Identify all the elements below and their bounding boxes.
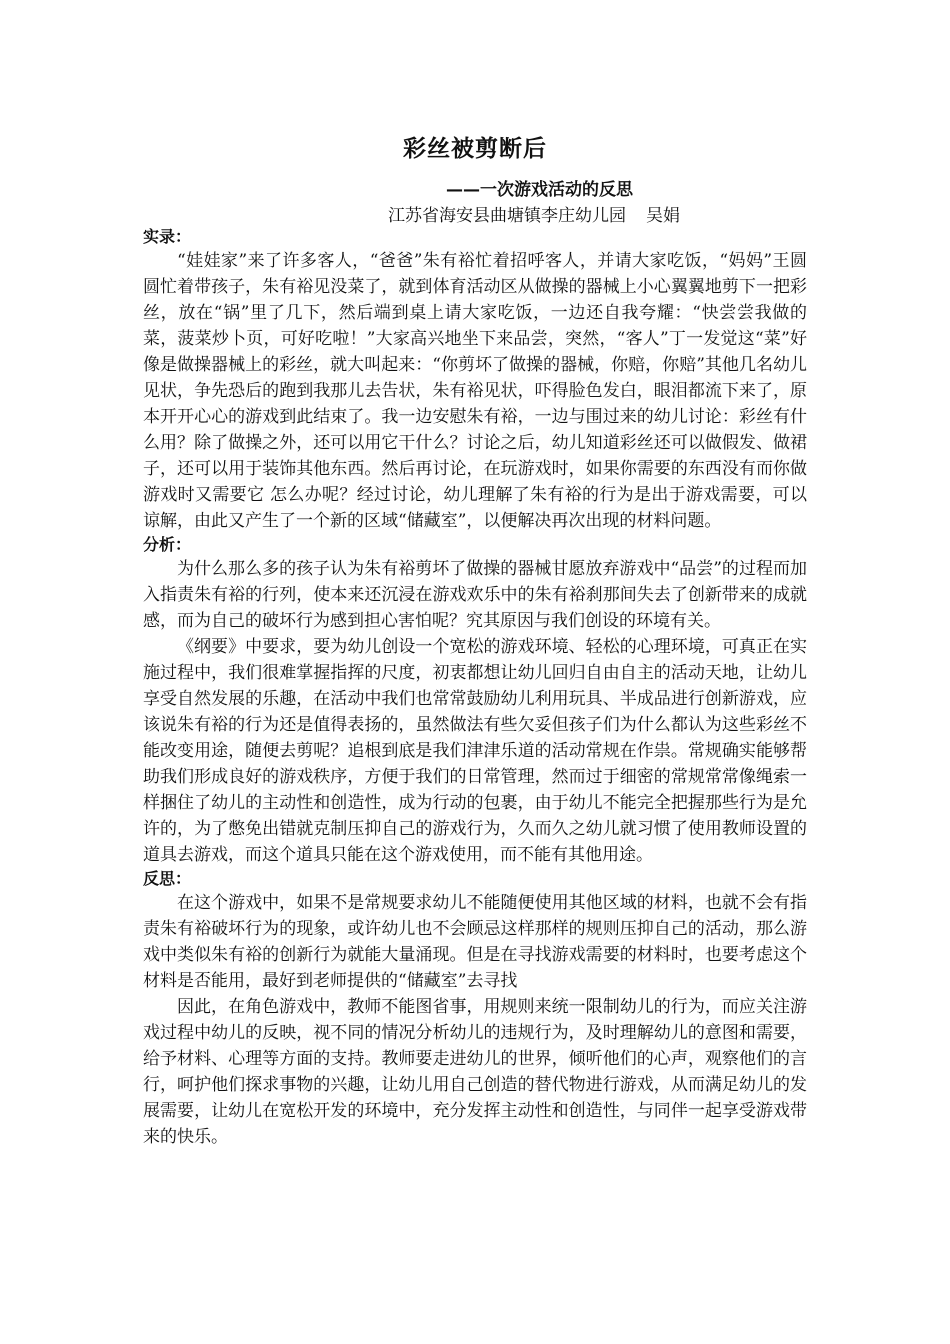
reflection-heading: 反思：	[143, 869, 192, 888]
document-body	[143, 226, 807, 1150]
reflection-paragraph-2: 因此，在角色游戏中，教师不能图省事，用规则来统一限制幼儿的行为，而应关注游戏过程中幼儿的反映，视不同的情况分析幼儿的违规行为，及时理解幼儿的意图和需要，给予材料、心理等方面的支持。教师要走进幼儿的世界，倾听他们的心声，观察他们的言行，呵护他们探求事物的兴趣，让幼儿用自己创造的替代物进行游戏，从而满足幼儿的发展需要，让幼儿在宽松开发的环境中，充分发挥主动性和创造性，与同伴一起享受游戏带来的快乐。	[143, 997, 807, 1147]
author-name: 吴娟	[646, 206, 680, 226]
analysis-heading: 分析：	[143, 535, 192, 554]
record-paragraph: “娃娃家”来了许多客人，“爸爸”朱有裕忙着招呼客人，并请大家吃饭，“妈妈”王圆圆忙着带孩子，朱有裕见没菜了，就到体育活动区从做操的器械上小心翼翼地剪下一把彩丝，放在“锅”里了几下，然后端到桌上请大家吃饭，一边还自我夸耀：“快尝尝我做的菜，菠菜炒卜页，可好吃啦！”大家高兴地坐下来品尝，突然，“客人”丁一发觉这“菜”好像是做操器械上的彩丝，就大叫起来：“你剪坏了做操的器械，你赔，你赔”其他几名幼儿见状，争先恐后的跑到我那儿去告状，朱有裕见状，吓得脸色发白，眼泪都流下来了，原本开开心心的游戏到此结束了。我一边安慰朱有裕，一边与围过来的幼儿讨论：彩丝有什么用？除了做操之外，还可以用它干什么？讨论之后，幼儿知道彩丝还可以做假发、做裙子，还可以用于装饰其他东西。然后再讨论，在玩游戏时，如果你需要的东西没有而你做游戏时又需要它 怎么办呢？经过讨论，幼儿理解了朱有裕的行为是出于游戏需要，可以谅解，由此又产生了一个新的区域“储藏室”，以便解决再次出现的材料问题。	[143, 251, 807, 531]
document-title: 彩丝被剪断后	[403, 136, 547, 162]
document-subtitle: ——一次游戏活动的反思	[446, 180, 633, 200]
record-heading: 实录：	[143, 227, 192, 246]
author-line	[388, 201, 680, 226]
analysis-paragraph-1: 为什么那么多的孩子认为朱有裕剪坏了做操的器械甘愿放弃游戏中“品尝”的过程而加入指责朱有裕的行列，使本来还沉浸在游戏欢乐中的朱有裕刹那间失去了创新带来的成就感，而为自己的破坏行为感到担心害怕呢？究其原因与我们创设的环境有关。	[143, 559, 807, 631]
analysis-paragraph-2: 《纲要》中要求，要为幼儿创设一个宽松的游戏环境、轻松的心理环境，可真正在实施过程中，我们很难掌握指挥的尺度，初衷都想让幼儿回归自由自主的活动天地，让幼儿享受自然发展的乐趣，在活动中我们也常常鼓励幼儿利用玩具、半成品进行创新游戏，应该说朱有裕的行为还是值得表扬的，虽然做法有些欠妥但孩子们为什么都认为这些彩丝不能改变用途，随便去剪呢？追根到底是我们津津乐道的活动常规在作祟。常规确实能够帮助我们形成良好的游戏秩序，方便于我们的日常管理，然而过于细密的常规常常像绳索一样捆住了幼儿的主动性和创造性，成为行动的包裹，由于幼儿不能完全把握那些行为是允许的，为了憋免出错就克制压抑自己的游戏行为，久而久之幼儿就习惯了使用教师设置的道具去游戏，而这个道具只能在这个游戏使用，而不能有其他用途。	[143, 637, 807, 865]
author-organization: 江苏省海安县曲塘镇李庄幼儿园	[388, 206, 626, 226]
reflection-paragraph-1: 在这个游戏中，如果不是常规要求幼儿不能随便使用其他区域的材料，也就不会有指责朱有裕破坏行为的现象，或许幼儿也不会顾忌这样那样的规则压抑自己的活动，那么游戏中类似朱有裕的创新行为就能大量涌现。但是在寻找游戏需要的材料时，也要考虑这个材料是否能用，最好到老师提供的“储藏室”去寻找	[143, 893, 807, 991]
